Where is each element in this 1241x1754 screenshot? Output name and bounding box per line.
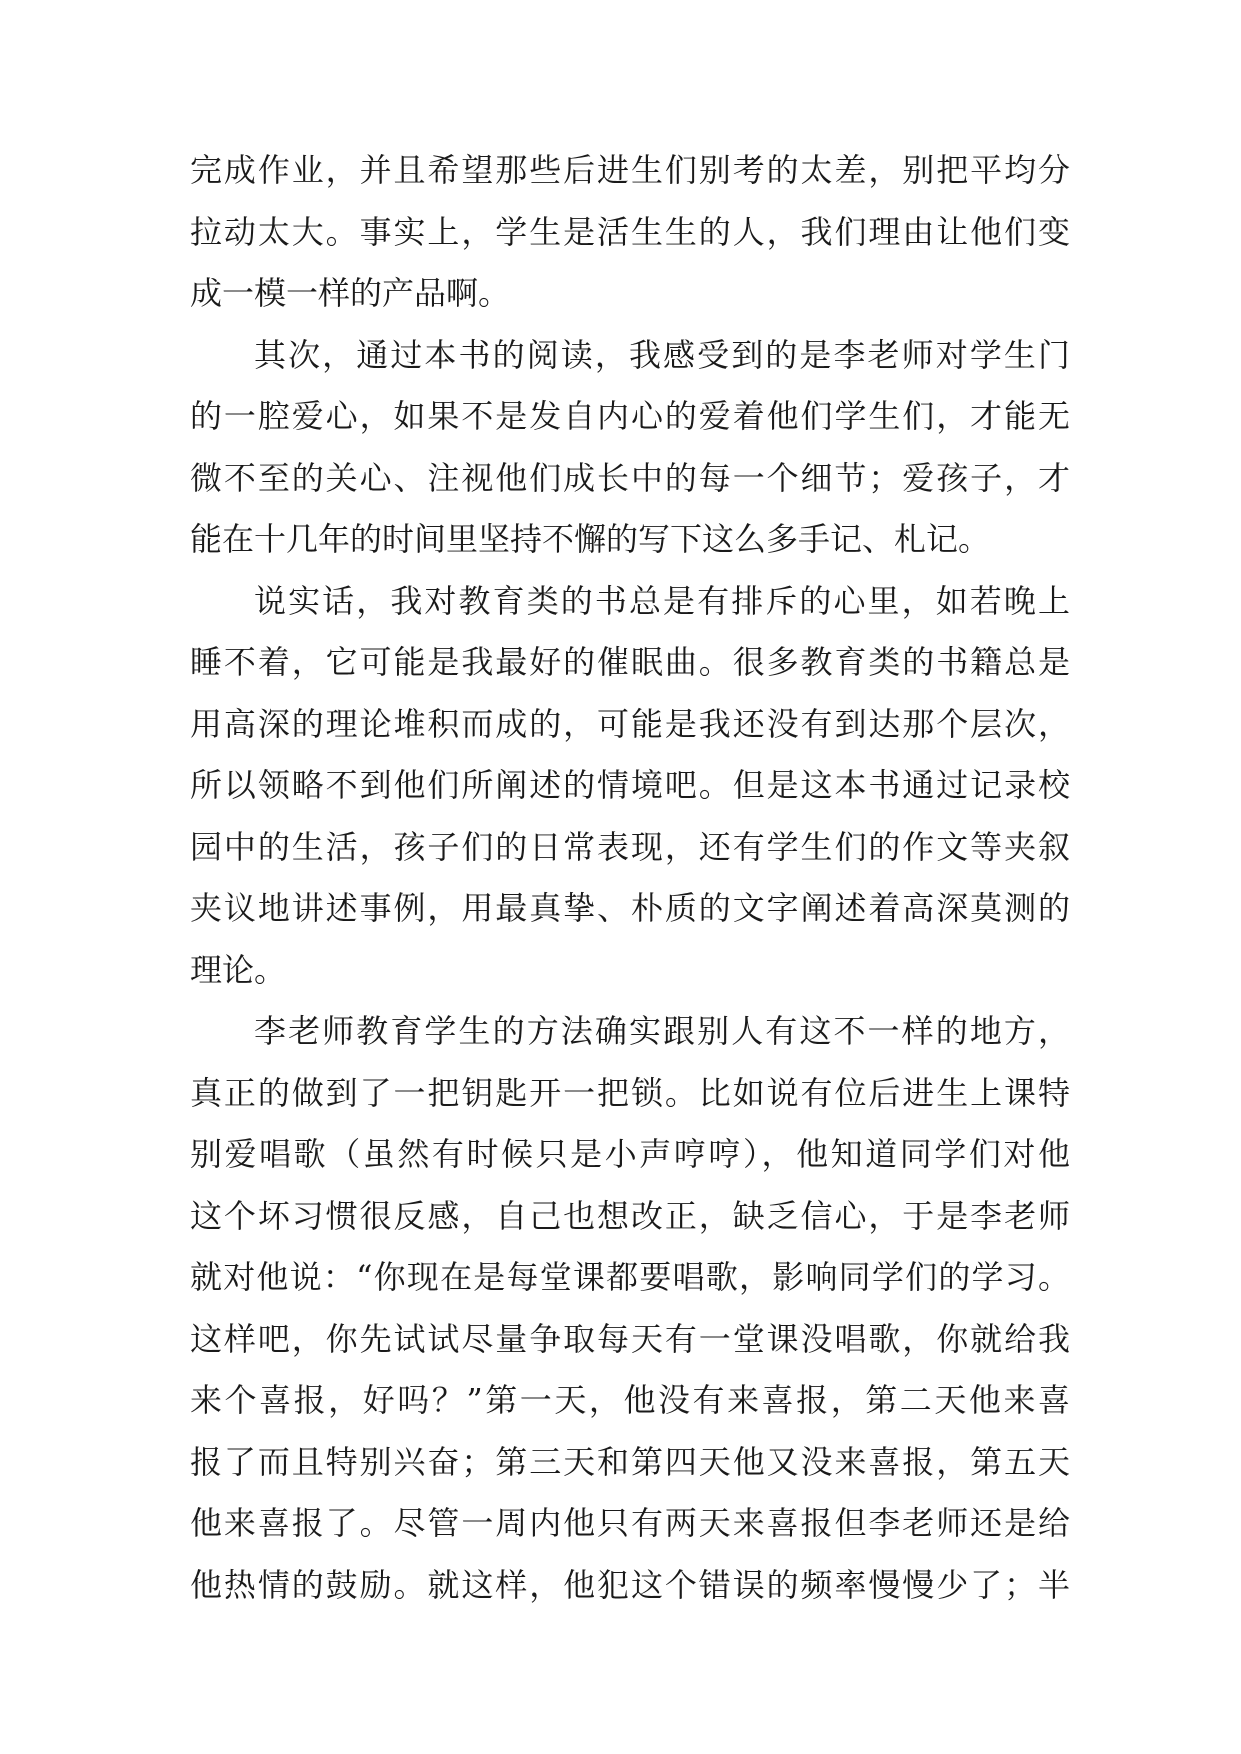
body-text [190,140,1070,1616]
text-line: 睡不着，它可能是我最好的催眠曲。很多教育类的书籍总是 [190,643,1070,681]
text-line: 园中的生活，孩子们的日常表现，还有学生们的作文等夹叙 [190,827,1070,866]
text-line: 理论。 [190,950,287,989]
text-line: 微不至的关心、注视他们成长中的每一个细节；爱孩子，才 [190,458,1070,497]
text-line: 这样吧，你先试试尽量争取每天有一堂课没唱歌，你就给我 [190,1319,1070,1358]
text-line: 这个坏习惯很反感，自己也想改正，缺乏信心，于是李老师 [190,1196,1070,1235]
text-line: 其次，通过本书的阅读，我感受到的是李老师对学生门 [254,335,1070,374]
text-line: 别爱唱歌（虽然有时候只是小声哼哼），他知道同学们对他 [190,1135,1070,1173]
text-line: 用高深的理论堆积而成的，可能是我还没有到达那个层次， [190,704,1070,743]
text-line: 来个喜报，好吗？”第一天，他没有来喜报，第二天他来喜 [190,1381,1070,1419]
text-line: 李老师教育学生的方法确实跟别人有这不一样的地方， [254,1012,1070,1050]
text-line: 说实话，我对教育类的书总是有排斥的心里，如若晚上 [254,581,1070,620]
text-line: 他热情的鼓励。就这样，他犯这个错误的频率慢慢少了；半 [190,1565,1070,1604]
text-line: 他来喜报了。尽管一周内他只有两天来喜报但李老师还是给 [190,1504,1070,1542]
text-line: 就对他说：“你现在是每堂课都要唱歌，影响同学们的学习。 [190,1258,1070,1296]
text-line: 的一腔爱心，如果不是发自内心的爱着他们学生们，才能无 [190,397,1070,435]
text-line: 能在十几年的时间里坚持不懈的写下这么多手记、札记。 [190,520,991,558]
text-line: 完成作业，并且希望那些后进生们别考的太差，别把平均分 [190,151,1070,189]
text-line: 报了而且特别兴奋；第三天和第四天他又没来喜报，第五天 [190,1442,1070,1481]
text-line: 成一模一样的产品啊。 [190,274,511,312]
text-line: 夹议地讲述事例，用最真挚、朴质的文字阐述着高深莫测的 [190,889,1070,927]
text-line: 所以领略不到他们所阐述的情境吧。但是这本书通过记录校 [190,766,1070,804]
text-line: 真正的做到了一把钥匙开一把锁。比如说有位后进生上课特 [190,1073,1070,1112]
text-line: 拉动太大。事实上，学生是活生生的人，我们理由让他们变 [190,212,1070,251]
